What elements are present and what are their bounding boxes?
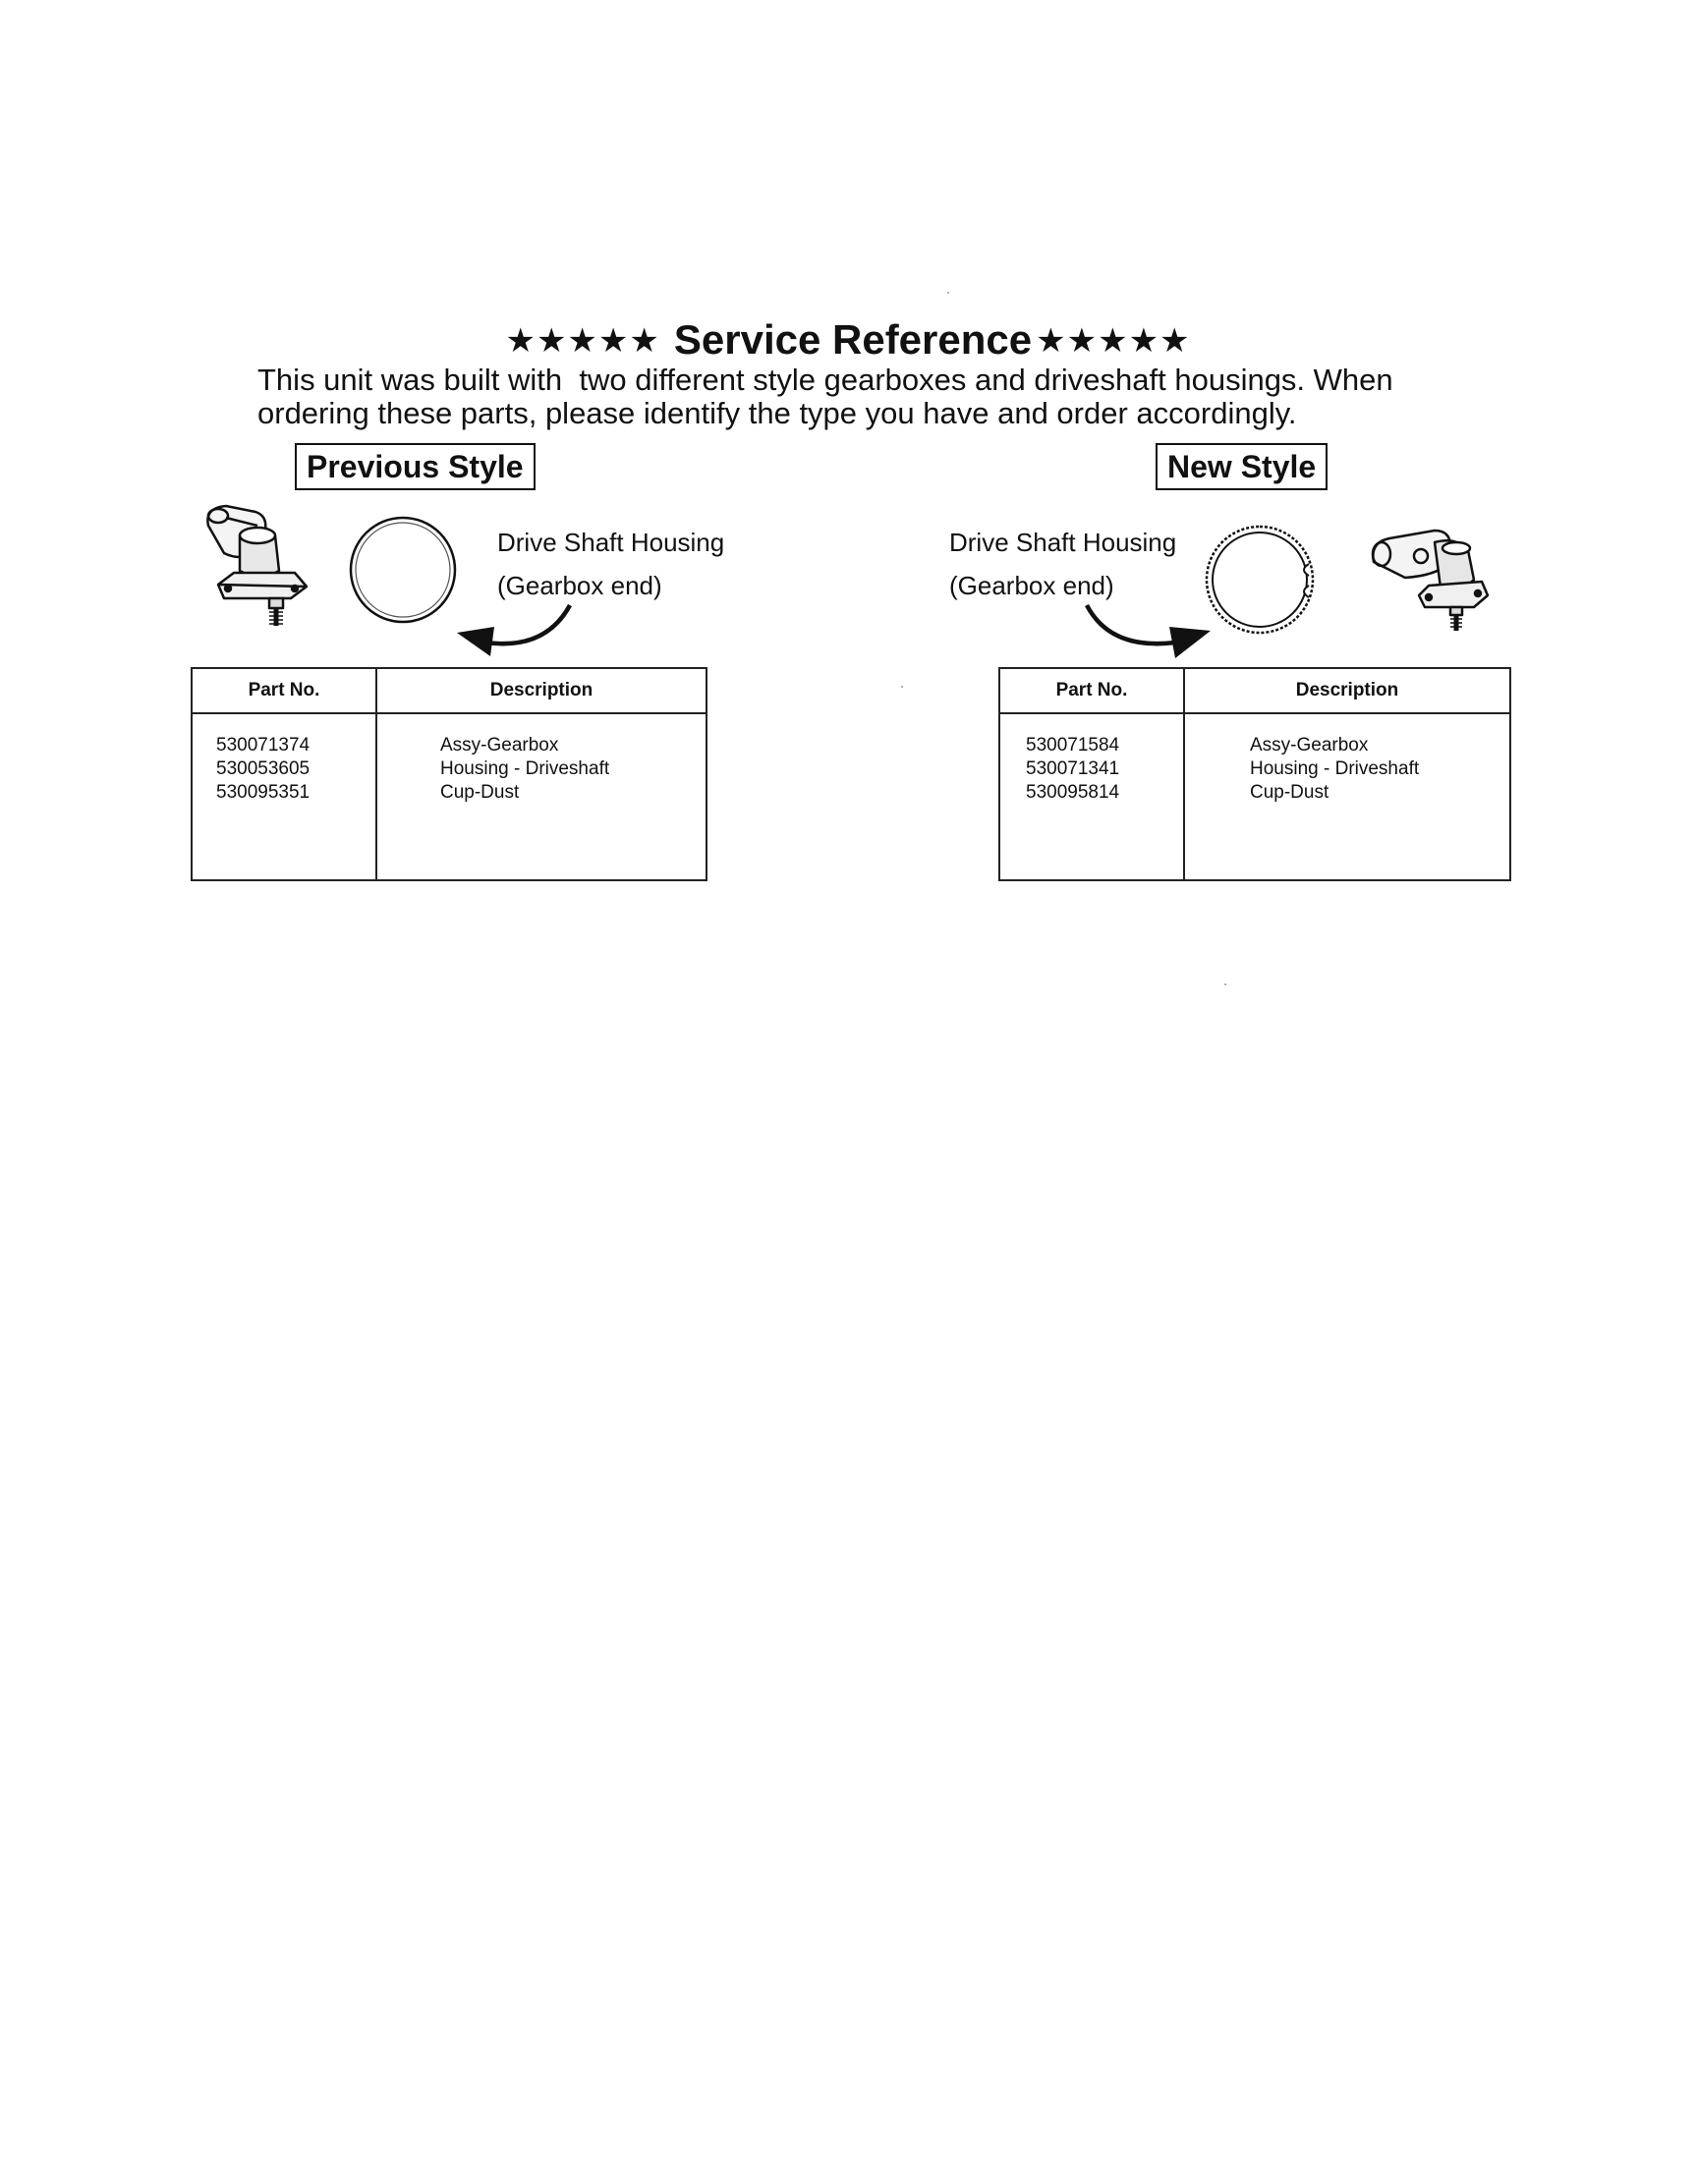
new-gearbox-icon <box>1366 521 1494 634</box>
table-row <box>999 713 1510 880</box>
previous-col-part-no: Part No. <box>192 668 376 713</box>
previous-housing-sublabel: (Gearbox end) <box>497 571 662 600</box>
part-description: Assy-Gearbox <box>440 735 559 756</box>
intro-line-2: ordering these parts, please identify the type you have and order accordingly. <box>257 396 1297 430</box>
new-housing-sublabel: (Gearbox end) <box>949 571 1114 600</box>
title-text: Service Reference <box>673 316 1033 363</box>
part-description: Assy-Gearbox <box>1250 735 1369 756</box>
part-number: 530095351 <box>216 782 311 803</box>
part-description: Housing - Driveshaft <box>1250 758 1420 779</box>
previous-part-descriptions <box>376 713 707 880</box>
previous-parts-table <box>191 667 707 881</box>
scan-speck <box>1224 983 1226 985</box>
part-description: Housing - Driveshaft <box>440 758 610 779</box>
part-number: 530053605 <box>216 758 311 779</box>
part-number: 530071341 <box>1026 758 1120 779</box>
previous-col-description: Description <box>376 668 707 713</box>
page-title <box>0 312 1696 368</box>
intro-line-1: This unit was built with two different style gearboxes and driveshaft housings. When <box>257 363 1393 397</box>
new-col-description: Description <box>1184 668 1510 713</box>
part-description: Cup-Dust <box>1250 782 1329 803</box>
previous-arrow-icon <box>447 601 585 660</box>
previous-housing-circle-icon <box>346 513 460 627</box>
previous-gearbox-icon <box>197 496 324 634</box>
new-part-descriptions <box>1184 713 1510 880</box>
part-number: 530095814 <box>1026 782 1120 803</box>
part-number: 530071584 <box>1026 735 1120 756</box>
stars-left-icon: ★★★★★ <box>505 322 660 360</box>
new-col-part-no: Part No. <box>999 668 1184 713</box>
scan-speck <box>947 292 949 294</box>
part-description: Cup-Dust <box>440 782 520 803</box>
scan-speck <box>901 686 903 688</box>
previous-housing-label: Drive Shaft Housing <box>497 528 725 557</box>
previous-part-numbers <box>192 713 376 880</box>
intro-paragraph <box>257 364 1535 430</box>
new-housing-label: Drive Shaft Housing <box>949 528 1177 557</box>
stars-right-icon: ★★★★★ <box>1036 322 1191 360</box>
part-number: 530071374 <box>216 735 311 756</box>
new-style-label: New Style <box>1156 443 1328 490</box>
new-part-numbers <box>999 713 1184 880</box>
new-parts-table <box>998 667 1511 881</box>
new-housing-circle-icon <box>1201 521 1319 639</box>
previous-style-label: Previous Style <box>295 443 536 490</box>
new-arrow-icon <box>1081 601 1218 660</box>
table-row <box>192 713 707 880</box>
